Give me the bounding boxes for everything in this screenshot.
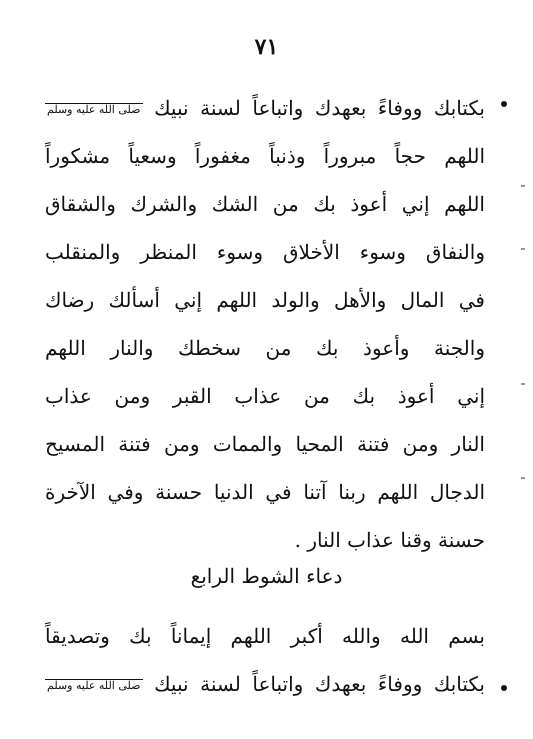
text-line: اللهم حجاً مبروراً وذنباً مغفوراً وسعياً مشكوراً: [45, 144, 485, 168]
text-line: النار ومن فتنة المحيا والممات ومن فتنة المسيح: [45, 432, 485, 456]
salutation-seal: صلى الله عليه وسلم: [47, 103, 141, 116]
text-line: الدجال اللهم ربنا آتنا في الدنيا حسنة وفي الآخرة: [45, 480, 485, 504]
text-line: في المال والأهل والولد اللهم إني أسألك رضاك: [45, 288, 485, 312]
prayer-text-block-2: [45, 612, 485, 708]
text-line: إني أعوذ بك من عذاب القبر ومن عذاب: [45, 384, 485, 408]
text-line-content: بكتابك ووفاءً بعهدك واتباعاً لسنة نبيك: [154, 96, 485, 120]
paragraph-bullet: [501, 685, 507, 691]
text-line: [45, 84, 485, 132]
paragraph-bullet: [501, 101, 507, 107]
salutation-seal: صلى الله عليه وسلم: [47, 679, 141, 692]
text-line: اللهم إني أعوذ بك من الشك والشرك والشقاق: [45, 192, 485, 216]
margin-tick: [521, 185, 525, 187]
margin-tick: [521, 383, 525, 385]
text-line: والجنة وأعوذ بك من سخطك والنار اللهم: [45, 336, 485, 360]
text-line: حسنة وقنا عذاب النار .: [294, 528, 485, 552]
section-heading: دعاء الشوط الرابع: [190, 564, 343, 588]
page-number: ٧١: [254, 34, 279, 60]
text-line: بسم الله والله أكبر اللهم إيماناً بك وتصديقاً: [45, 624, 485, 648]
text-line: [45, 660, 485, 708]
text-line: والنفاق وسوء الأخلاق وسوء المنظر والمنقلب: [45, 240, 485, 264]
margin-tick: [521, 248, 525, 250]
margin-tick: [521, 477, 525, 479]
text-line-content: بكتابك ووفاءً بعهدك واتباعاً لسنة نبيك: [154, 672, 485, 696]
prayer-text-block-1: [45, 84, 485, 564]
